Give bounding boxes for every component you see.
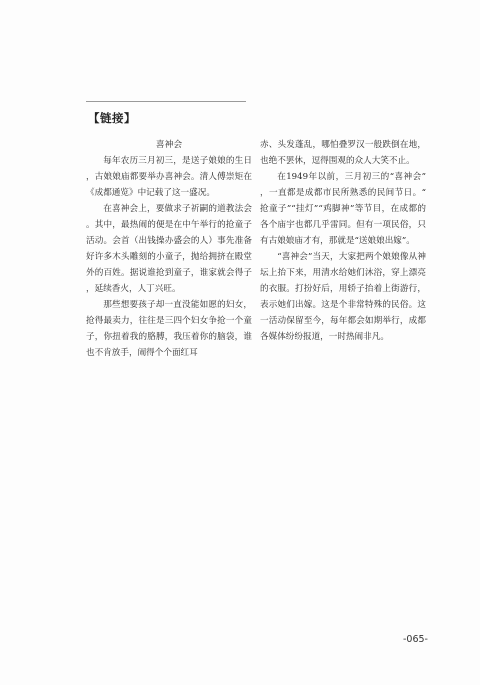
article-paragraph-4: 在1949年以前，三月初三的“喜神会”，一直都是成都市民所熟悉的民间节日。“抢童子”“挂灯”“鸡脚神”等节目，在成都的各个庙宇也都几乎雷同。但有一项民俗，只有古娘娘庙才有，那就是“送娘娘出嫁”。 bbox=[260, 172, 426, 246]
page-number: -065- bbox=[403, 634, 428, 645]
article-paragraph-2: 在喜神会上，要做求子祈嗣的道教法会。其中，最热闹的便是在中午举行的抢童子活动。会首（出钱操办盛会的人）事先准备好许多木头雕刻的小童子，抛给拥挤在殿堂外的百姓。据说谁抢到童子，谁家就会得子，延续香火，人丁兴旺。 bbox=[86, 204, 252, 294]
article-paragraph-1: 每年农历三月初三，是送子娘娘的生日，古娘娘庙都要举办喜神会。清人傅崇矩在《成都通览》中记载了这一盛况。 bbox=[86, 156, 252, 198]
header-divider-line bbox=[86, 101, 246, 102]
article-column-left bbox=[86, 137, 252, 361]
article-paragraph-3: 那些想要孩子却一直没能如愿的妇女，抢得最卖力，往往是三四个妇女争抢一个童子，你扭着我的胳膊，我压着你的脑袋，谁也不肯放手，闹得个个面红耳 bbox=[86, 300, 252, 358]
article-paragraph-3-continued: 赤、头发蓬乱，哪怕叠罗汉一般跌倒在地，也绝不罢休，逗得围观的众人大笑不止。 bbox=[260, 140, 426, 166]
article-paragraph-5: “喜神会”当天，大家把两个娘娘像从神坛上抬下来，用清水给她们沐浴，穿上漂亮的衣服。打扮好后，用轿子抬着上街游行，表示她们出嫁。这是个非常特殊的民俗。这一活动保留至今，每年都会如期举行，成都各媒体纷纷报道，一时热闹非凡。 bbox=[260, 252, 426, 342]
article-title: 喜神会 bbox=[155, 140, 183, 150]
article-column-right bbox=[260, 137, 426, 345]
section-label-link: 【链接】 bbox=[88, 111, 136, 125]
